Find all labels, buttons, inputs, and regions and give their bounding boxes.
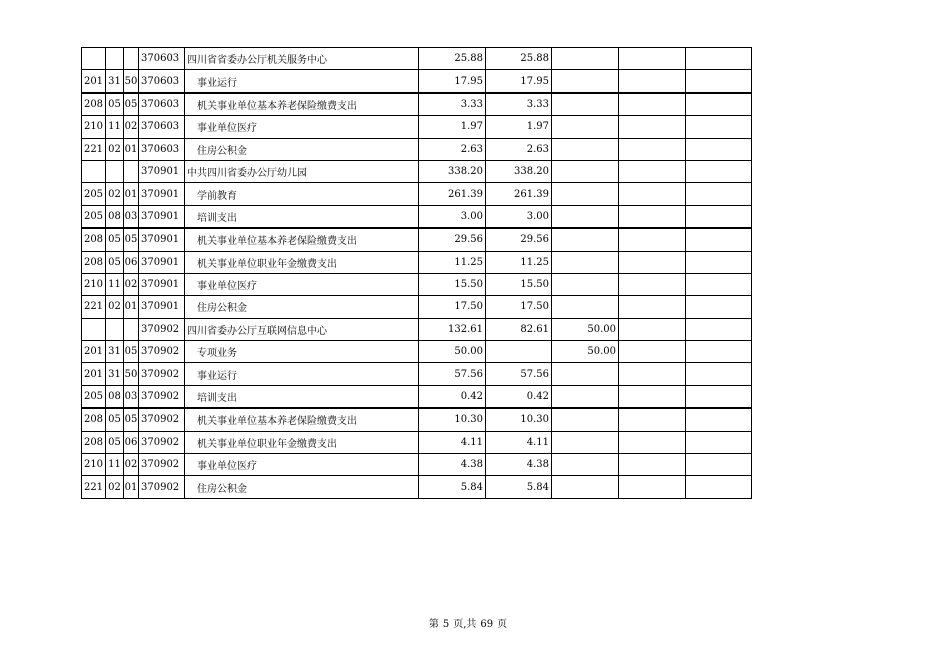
cell-unit-code: 370901 — [139, 160, 185, 182]
cell-basic: 2.63 — [486, 138, 552, 160]
cell-unit-code: 370902 — [139, 431, 185, 453]
cell-project — [552, 454, 619, 476]
cell-subitem-code: 05 — [124, 341, 139, 363]
table-row — [82, 138, 752, 160]
cell-class-code: 205 — [82, 205, 106, 228]
table-row — [82, 385, 752, 408]
cell-basic: 261.39 — [486, 183, 552, 205]
cell-name: 事业运行 — [185, 363, 419, 385]
cell-col4 — [619, 408, 686, 431]
cell-unit-code: 370902 — [139, 454, 185, 476]
cell-total: 3.00 — [419, 205, 486, 228]
cell-unit-code: 370902 — [139, 318, 185, 340]
cell-name: 中共四川省委办公厅幼儿园 — [185, 160, 419, 182]
cell-col4 — [619, 48, 686, 70]
cell-name: 事业单位医疗 — [185, 116, 419, 138]
cell-basic: 82.61 — [486, 318, 552, 340]
cell-name: 住房公积金 — [185, 138, 419, 160]
cell-subitem-code: 01 — [124, 183, 139, 205]
budget-table — [81, 47, 752, 499]
cell-name: 事业单位医疗 — [185, 454, 419, 476]
cell-subitem-code: 03 — [124, 205, 139, 228]
page-footer — [0, 615, 936, 630]
cell-col4 — [619, 183, 686, 205]
cell-col4 — [619, 70, 686, 93]
cell-total: 17.50 — [419, 296, 486, 318]
cell-col5 — [686, 48, 752, 70]
cell-total: 10.30 — [419, 408, 486, 431]
footer-prefix: 第 — [428, 619, 439, 630]
cell-class-code: 208 — [82, 228, 106, 251]
cell-basic: 17.95 — [486, 70, 552, 93]
cell-col5 — [686, 454, 752, 476]
cell-name: 机关事业单位职业年金缴费支出 — [185, 431, 419, 453]
cell-class-code — [82, 160, 106, 182]
cell-item-code: 05 — [106, 251, 124, 273]
cell-total: 4.38 — [419, 454, 486, 476]
cell-subitem-code: 05 — [124, 408, 139, 431]
cell-project — [552, 385, 619, 408]
cell-total: 0.42 — [419, 385, 486, 408]
cell-class-code: 208 — [82, 251, 106, 273]
cell-col5 — [686, 385, 752, 408]
cell-project — [552, 363, 619, 385]
cell-basic — [486, 341, 552, 363]
cell-col5 — [686, 431, 752, 453]
cell-name: 事业运行 — [185, 70, 419, 93]
cell-name: 机关事业单位基本养老保险缴费支出 — [185, 228, 419, 251]
cell-total: 132.61 — [419, 318, 486, 340]
footer-suffix: 页 — [497, 619, 508, 630]
cell-name: 培训支出 — [185, 385, 419, 408]
cell-class-code: 201 — [82, 363, 106, 385]
cell-class-code: 208 — [82, 93, 106, 116]
cell-basic: 4.38 — [486, 454, 552, 476]
cell-class-code: 201 — [82, 341, 106, 363]
cell-item-code — [106, 318, 124, 340]
table-row — [82, 273, 752, 295]
cell-total: 5.84 — [419, 476, 486, 498]
cell-total: 2.63 — [419, 138, 486, 160]
cell-project — [552, 183, 619, 205]
cell-basic: 15.50 — [486, 273, 552, 295]
cell-col4 — [619, 476, 686, 498]
cell-project — [552, 476, 619, 498]
cell-class-code: 208 — [82, 408, 106, 431]
cell-unit-code: 370901 — [139, 205, 185, 228]
cell-subitem-code: 50 — [124, 70, 139, 93]
cell-col5 — [686, 476, 752, 498]
cell-basic: 1.97 — [486, 116, 552, 138]
cell-basic: 10.30 — [486, 408, 552, 431]
cell-project — [552, 116, 619, 138]
cell-basic: 0.42 — [486, 385, 552, 408]
cell-unit-code: 370901 — [139, 251, 185, 273]
cell-basic: 3.00 — [486, 205, 552, 228]
cell-item-code: 11 — [106, 273, 124, 295]
cell-project — [552, 138, 619, 160]
cell-col5 — [686, 273, 752, 295]
cell-name: 机关事业单位职业年金缴费支出 — [185, 251, 419, 273]
cell-name: 专项业务 — [185, 341, 419, 363]
table-row — [82, 476, 752, 498]
cell-project: 50.00 — [552, 341, 619, 363]
cell-name: 机关事业单位基本养老保险缴费支出 — [185, 93, 419, 116]
cell-unit-code: 370902 — [139, 341, 185, 363]
cell-project — [552, 205, 619, 228]
cell-subitem-code: 06 — [124, 251, 139, 273]
cell-col5 — [686, 296, 752, 318]
cell-basic: 17.50 — [486, 296, 552, 318]
cell-col4 — [619, 116, 686, 138]
cell-col5 — [686, 408, 752, 431]
cell-subitem-code: 50 — [124, 363, 139, 385]
cell-subitem-code: 01 — [124, 138, 139, 160]
cell-name: 住房公积金 — [185, 296, 419, 318]
cell-name: 四川省委办公厅互联网信息中心 — [185, 318, 419, 340]
cell-unit-code: 370902 — [139, 363, 185, 385]
cell-col4 — [619, 273, 686, 295]
cell-item-code: 08 — [106, 385, 124, 408]
cell-col4 — [619, 93, 686, 116]
cell-project — [552, 70, 619, 93]
cell-subitem-code: 03 — [124, 385, 139, 408]
cell-col5 — [686, 228, 752, 251]
cell-project — [552, 48, 619, 70]
table-row — [82, 363, 752, 385]
total-pages: 69 — [480, 619, 494, 630]
cell-item-code: 31 — [106, 341, 124, 363]
cell-total: 4.11 — [419, 431, 486, 453]
table-row — [82, 228, 752, 251]
cell-unit-code: 370902 — [139, 476, 185, 498]
cell-class-code: 208 — [82, 431, 106, 453]
cell-col4 — [619, 296, 686, 318]
cell-subitem-code: 02 — [124, 454, 139, 476]
cell-col4 — [619, 363, 686, 385]
page-number: 5 — [442, 619, 450, 630]
cell-basic: 29.56 — [486, 228, 552, 251]
cell-item-code: 11 — [106, 454, 124, 476]
cell-subitem-code: 01 — [124, 296, 139, 318]
table-row — [82, 454, 752, 476]
table-row — [82, 251, 752, 273]
cell-item-code: 05 — [106, 408, 124, 431]
table-row — [82, 183, 752, 205]
cell-class-code: 205 — [82, 385, 106, 408]
cell-basic: 3.33 — [486, 93, 552, 116]
cell-basic: 338.20 — [486, 160, 552, 182]
cell-class-code: 210 — [82, 116, 106, 138]
cell-subitem-code — [124, 160, 139, 182]
cell-basic: 5.84 — [486, 476, 552, 498]
cell-subitem-code: 02 — [124, 273, 139, 295]
table-body — [82, 48, 752, 499]
cell-total: 17.95 — [419, 70, 486, 93]
cell-item-code — [106, 48, 124, 70]
cell-unit-code: 370902 — [139, 408, 185, 431]
table-row — [82, 160, 752, 182]
cell-col4 — [619, 160, 686, 182]
cell-total: 11.25 — [419, 251, 486, 273]
cell-name: 事业单位医疗 — [185, 273, 419, 295]
cell-basic: 57.56 — [486, 363, 552, 385]
cell-total: 15.50 — [419, 273, 486, 295]
cell-col5 — [686, 70, 752, 93]
cell-subitem-code — [124, 48, 139, 70]
cell-item-code: 31 — [106, 363, 124, 385]
cell-unit-code: 370902 — [139, 385, 185, 408]
cell-item-code: 11 — [106, 116, 124, 138]
table-row — [82, 296, 752, 318]
cell-project — [552, 431, 619, 453]
cell-item-code — [106, 160, 124, 182]
cell-total: 338.20 — [419, 160, 486, 182]
cell-name: 四川省省委办公厅机关服务中心 — [185, 48, 419, 70]
cell-project — [552, 228, 619, 251]
cell-col5 — [686, 160, 752, 182]
cell-class-code: 221 — [82, 296, 106, 318]
cell-project — [552, 160, 619, 182]
cell-total: 25.88 — [419, 48, 486, 70]
cell-project: 50.00 — [552, 318, 619, 340]
cell-col5 — [686, 363, 752, 385]
cell-col4 — [619, 138, 686, 160]
cell-name: 住房公积金 — [185, 476, 419, 498]
table-row — [82, 205, 752, 228]
cell-item-code: 02 — [106, 183, 124, 205]
table-row — [82, 93, 752, 116]
table-row — [82, 48, 752, 70]
cell-col4 — [619, 385, 686, 408]
table-row — [82, 431, 752, 453]
cell-unit-code: 370603 — [139, 48, 185, 70]
cell-col4 — [619, 205, 686, 228]
cell-unit-code: 370901 — [139, 228, 185, 251]
cell-class-code — [82, 48, 106, 70]
cell-class-code — [82, 318, 106, 340]
cell-name: 机关事业单位基本养老保险缴费支出 — [185, 408, 419, 431]
table-row — [82, 408, 752, 431]
cell-unit-code: 370901 — [139, 296, 185, 318]
table-row — [82, 70, 752, 93]
cell-col4 — [619, 454, 686, 476]
cell-name: 培训支出 — [185, 205, 419, 228]
cell-subitem-code — [124, 318, 139, 340]
cell-col4 — [619, 431, 686, 453]
cell-col5 — [686, 251, 752, 273]
cell-basic: 25.88 — [486, 48, 552, 70]
cell-class-code: 201 — [82, 70, 106, 93]
cell-unit-code: 370603 — [139, 116, 185, 138]
cell-class-code: 205 — [82, 183, 106, 205]
cell-basic: 11.25 — [486, 251, 552, 273]
cell-subitem-code: 01 — [124, 476, 139, 498]
cell-class-code: 221 — [82, 476, 106, 498]
cell-total: 57.56 — [419, 363, 486, 385]
cell-unit-code: 370603 — [139, 93, 185, 116]
cell-project — [552, 296, 619, 318]
cell-subitem-code: 05 — [124, 93, 139, 116]
cell-total: 50.00 — [419, 341, 486, 363]
cell-item-code: 02 — [106, 138, 124, 160]
cell-project — [552, 273, 619, 295]
table-row — [82, 341, 752, 363]
cell-unit-code: 370603 — [139, 70, 185, 93]
cell-subitem-code: 05 — [124, 228, 139, 251]
cell-subitem-code: 06 — [124, 431, 139, 453]
cell-basic: 4.11 — [486, 431, 552, 453]
cell-col5 — [686, 205, 752, 228]
cell-item-code: 05 — [106, 228, 124, 251]
cell-col4 — [619, 228, 686, 251]
cell-col5 — [686, 318, 752, 340]
cell-item-code: 08 — [106, 205, 124, 228]
cell-subitem-code: 02 — [124, 116, 139, 138]
cell-col5 — [686, 116, 752, 138]
cell-item-code: 05 — [106, 431, 124, 453]
cell-col4 — [619, 251, 686, 273]
cell-item-code: 02 — [106, 296, 124, 318]
cell-total: 3.33 — [419, 93, 486, 116]
cell-col5 — [686, 93, 752, 116]
cell-unit-code: 370901 — [139, 183, 185, 205]
table-row — [82, 318, 752, 340]
cell-item-code: 02 — [106, 476, 124, 498]
cell-col5 — [686, 183, 752, 205]
cell-project — [552, 408, 619, 431]
cell-project — [552, 93, 619, 116]
cell-col5 — [686, 138, 752, 160]
cell-col4 — [619, 341, 686, 363]
cell-total: 29.56 — [419, 228, 486, 251]
cell-class-code: 210 — [82, 454, 106, 476]
cell-item-code: 31 — [106, 70, 124, 93]
cell-class-code: 210 — [82, 273, 106, 295]
cell-item-code: 05 — [106, 93, 124, 116]
cell-total: 261.39 — [419, 183, 486, 205]
cell-name: 学前教育 — [185, 183, 419, 205]
footer-middle: 页,共 — [453, 619, 477, 630]
cell-unit-code: 370603 — [139, 138, 185, 160]
cell-total: 1.97 — [419, 116, 486, 138]
table-row — [82, 116, 752, 138]
cell-unit-code: 370901 — [139, 273, 185, 295]
cell-project — [552, 251, 619, 273]
cell-class-code: 221 — [82, 138, 106, 160]
cell-col4 — [619, 318, 686, 340]
cell-col5 — [686, 341, 752, 363]
